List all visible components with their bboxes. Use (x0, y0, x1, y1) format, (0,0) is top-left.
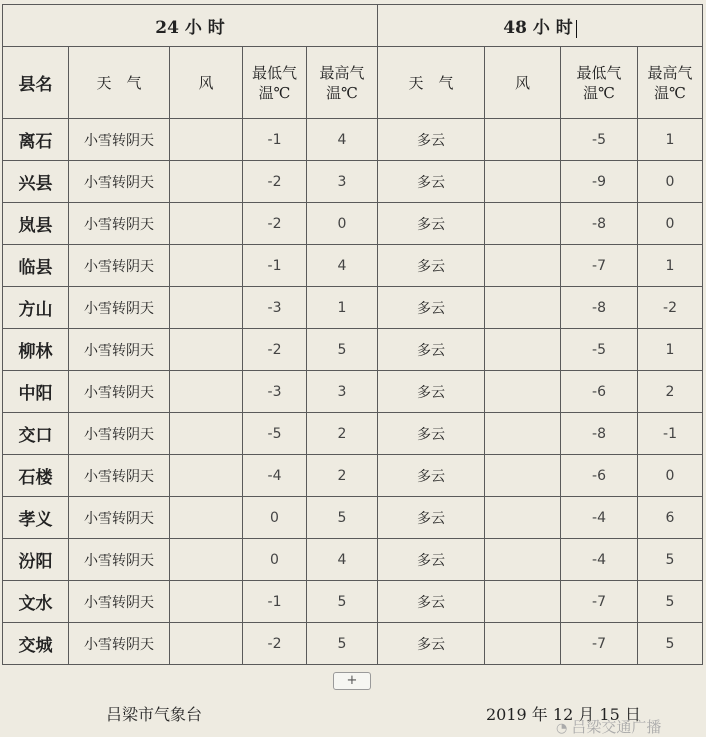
watermark-text: 吕梁交通广播 (571, 718, 662, 736)
county-cell[interactable]: 岚县 (3, 203, 69, 245)
min-temp-48h-cell[interactable]: -6 (561, 455, 638, 497)
max-temp-48h-cell[interactable]: 1 (638, 119, 703, 161)
county-cell[interactable]: 交城 (3, 623, 69, 665)
weather-48h-cell[interactable]: 多云 (378, 161, 485, 203)
wind-24h-cell[interactable] (170, 161, 243, 203)
min-temp-24h-cell[interactable]: -2 (243, 329, 307, 371)
table-row (3, 371, 703, 413)
county-cell[interactable]: 文水 (3, 581, 69, 623)
wind-48h-cell[interactable] (485, 413, 561, 455)
weather-48h-cell[interactable]: 多云 (378, 203, 485, 245)
min-temp-24h-cell[interactable]: -1 (243, 581, 307, 623)
min-temp-24h-cell[interactable]: -5 (243, 413, 307, 455)
county-cell[interactable]: 兴县 (3, 161, 69, 203)
county-cell[interactable]: 汾阳 (3, 539, 69, 581)
min-temp-48h-cell[interactable]: -7 (561, 581, 638, 623)
wind-24h-cell[interactable] (170, 581, 243, 623)
max-temp-24h-cell[interactable]: 5 (307, 329, 378, 371)
issuer-label: 吕梁市气象台 (106, 705, 203, 724)
table-row (3, 455, 703, 497)
max-temp-24h-cell[interactable]: 4 (307, 119, 378, 161)
weather-24h-cell[interactable]: 小雪转阴天 (69, 413, 170, 455)
wind-24h-cell[interactable] (170, 371, 243, 413)
table-row (3, 497, 703, 539)
table-row (3, 119, 703, 161)
weather-24h-cell[interactable]: 小雪转阴天 (69, 455, 170, 497)
weather-24h-cell[interactable]: 小雪转阴天 (69, 287, 170, 329)
min-temp-48h-cell[interactable]: -4 (561, 497, 638, 539)
weather-24h-cell[interactable]: 小雪转阴天 (69, 581, 170, 623)
min-temp-48h-cell[interactable]: -5 (561, 329, 638, 371)
county-cell[interactable]: 临县 (3, 245, 69, 287)
weather-48h-cell[interactable]: 多云 (378, 245, 485, 287)
period-48h-header[interactable]: 48 小 时 (378, 5, 703, 47)
table-row (3, 245, 703, 287)
county-cell[interactable]: 中阳 (3, 371, 69, 413)
min-temp-48h-cell[interactable]: -8 (561, 413, 638, 455)
weather-24h-cell[interactable]: 小雪转阴天 (69, 161, 170, 203)
min-temp-48h-cell[interactable]: -4 (561, 539, 638, 581)
wind-24h-cell[interactable] (170, 287, 243, 329)
expand-table-button[interactable]: + (333, 672, 371, 690)
min-temp-48h-cell[interactable]: -6 (561, 371, 638, 413)
wind-48h-cell[interactable] (485, 287, 561, 329)
table-row (3, 581, 703, 623)
wind-48h-column-header[interactable]: 风 (485, 47, 561, 119)
table-row (3, 623, 703, 665)
max-temp-24h-cell[interactable]: 2 (307, 455, 378, 497)
max-temp-48h-cell[interactable]: 0 (638, 203, 703, 245)
wind-48h-cell[interactable] (485, 245, 561, 287)
weather-48h-cell[interactable]: 多云 (378, 623, 485, 665)
table-row (3, 539, 703, 581)
weather-48h-cell[interactable]: 多云 (378, 413, 485, 455)
wind-48h-cell[interactable] (485, 161, 561, 203)
min-temp-24h-cell[interactable]: -2 (243, 161, 307, 203)
min-temp-24h-cell[interactable]: -4 (243, 455, 307, 497)
wind-24h-cell[interactable] (170, 329, 243, 371)
max-temp-48h-column-header[interactable]: 最高气温℃ (638, 47, 703, 119)
period-24h-header[interactable]: 24 小 时 (3, 5, 378, 47)
table-row (3, 329, 703, 371)
period-header-row (3, 5, 703, 47)
weather-48h-cell[interactable]: 多云 (378, 581, 485, 623)
max-temp-48h-cell[interactable]: 5 (638, 623, 703, 665)
county-cell[interactable]: 孝义 (3, 497, 69, 539)
max-temp-48h-cell[interactable]: 0 (638, 455, 703, 497)
wind-24h-cell[interactable] (170, 413, 243, 455)
max-temp-24h-cell[interactable]: 4 (307, 245, 378, 287)
wind-48h-cell[interactable] (485, 497, 561, 539)
weather-48h-column-header[interactable]: 天 气 (378, 47, 485, 119)
weather-48h-cell[interactable]: 多云 (378, 539, 485, 581)
forecast-table-container (2, 4, 703, 665)
weather-24h-cell[interactable]: 小雪转阴天 (69, 203, 170, 245)
county-cell[interactable]: 离石 (3, 119, 69, 161)
table-row (3, 413, 703, 455)
max-temp-48h-cell[interactable]: 1 (638, 245, 703, 287)
wind-48h-cell[interactable] (485, 623, 561, 665)
forecast-table (2, 4, 703, 665)
min-temp-24h-column-header[interactable]: 最低气温℃ (243, 47, 307, 119)
wind-48h-cell[interactable] (485, 371, 561, 413)
min-temp-48h-cell[interactable]: -7 (561, 623, 638, 665)
wind-24h-cell[interactable] (170, 203, 243, 245)
county-cell[interactable]: 方山 (3, 287, 69, 329)
max-temp-24h-cell[interactable]: 3 (307, 161, 378, 203)
min-temp-24h-cell[interactable]: -1 (243, 119, 307, 161)
weather-24h-cell[interactable]: 小雪转阴天 (69, 245, 170, 287)
wind-48h-cell[interactable] (485, 203, 561, 245)
max-temp-24h-cell[interactable]: 1 (307, 287, 378, 329)
wind-48h-cell[interactable] (485, 581, 561, 623)
max-temp-24h-cell[interactable]: 3 (307, 371, 378, 413)
min-temp-24h-cell[interactable]: -3 (243, 287, 307, 329)
wind-24h-cell[interactable] (170, 623, 243, 665)
max-temp-24h-cell[interactable]: 0 (307, 203, 378, 245)
max-temp-48h-cell[interactable]: 0 (638, 161, 703, 203)
weather-24h-cell[interactable]: 小雪转阴天 (69, 539, 170, 581)
weather-24h-cell[interactable]: 小雪转阴天 (69, 497, 170, 539)
wind-24h-cell[interactable] (170, 497, 243, 539)
wind-48h-cell[interactable] (485, 539, 561, 581)
wind-48h-cell[interactable] (485, 455, 561, 497)
min-temp-48h-cell[interactable]: -5 (561, 119, 638, 161)
table-row (3, 287, 703, 329)
max-temp-48h-cell[interactable]: 5 (638, 581, 703, 623)
table-row (3, 161, 703, 203)
weather-24h-cell[interactable]: 小雪转阴天 (69, 329, 170, 371)
min-temp-48h-cell[interactable]: -9 (561, 161, 638, 203)
max-temp-48h-cell[interactable]: 5 (638, 539, 703, 581)
text-caret (576, 20, 577, 38)
weather-24h-cell[interactable]: 小雪转阴天 (69, 371, 170, 413)
weather-48h-cell[interactable]: 多云 (378, 119, 485, 161)
weather-24h-column-header[interactable]: 天 气 (69, 47, 170, 119)
wind-48h-cell[interactable] (485, 119, 561, 161)
min-temp-24h-cell[interactable]: -3 (243, 371, 307, 413)
county-cell[interactable]: 交口 (3, 413, 69, 455)
wechat-icon: ◔ (556, 721, 568, 736)
weather-48h-cell[interactable]: 多云 (378, 497, 485, 539)
max-temp-24h-column-header[interactable]: 最高气温℃ (307, 47, 378, 119)
weather-24h-cell[interactable]: 小雪转阴天 (69, 623, 170, 665)
max-temp-48h-cell[interactable]: -2 (638, 287, 703, 329)
issue-date: 2019 年 12 月 15 日 (486, 705, 641, 724)
max-temp-24h-cell[interactable]: 2 (307, 413, 378, 455)
max-temp-48h-cell[interactable]: 2 (638, 371, 703, 413)
wind-24h-column-header[interactable]: 风 (170, 47, 243, 119)
county-column-header[interactable]: 县名 (3, 47, 69, 119)
county-cell[interactable]: 石楼 (3, 455, 69, 497)
weather-24h-cell[interactable]: 小雪转阴天 (69, 119, 170, 161)
weather-48h-cell[interactable]: 多云 (378, 455, 485, 497)
wind-24h-cell[interactable] (170, 119, 243, 161)
wind-24h-cell[interactable] (170, 539, 243, 581)
max-temp-48h-cell[interactable]: 6 (638, 497, 703, 539)
wind-24h-cell[interactable] (170, 245, 243, 287)
min-temp-24h-cell[interactable]: 0 (243, 539, 307, 581)
wind-48h-cell[interactable] (485, 329, 561, 371)
weather-48h-cell[interactable]: 多云 (378, 371, 485, 413)
min-temp-48h-cell[interactable]: -8 (561, 203, 638, 245)
max-temp-24h-cell[interactable]: 5 (307, 581, 378, 623)
min-temp-24h-cell[interactable]: 0 (243, 497, 307, 539)
min-temp-48h-cell[interactable]: -7 (561, 245, 638, 287)
max-temp-48h-cell[interactable]: -1 (638, 413, 703, 455)
column-header-row (3, 47, 703, 119)
table-row (3, 203, 703, 245)
min-temp-24h-cell[interactable]: -1 (243, 245, 307, 287)
min-temp-48h-cell[interactable]: -8 (561, 287, 638, 329)
min-temp-48h-column-header[interactable]: 最低气温℃ (561, 47, 638, 119)
min-temp-24h-cell[interactable]: -2 (243, 623, 307, 665)
county-cell[interactable]: 柳林 (3, 329, 69, 371)
max-temp-24h-cell[interactable]: 4 (307, 539, 378, 581)
max-temp-24h-cell[interactable]: 5 (307, 497, 378, 539)
max-temp-48h-cell[interactable]: 1 (638, 329, 703, 371)
weather-48h-cell[interactable]: 多云 (378, 287, 485, 329)
max-temp-24h-cell[interactable]: 5 (307, 623, 378, 665)
wind-24h-cell[interactable] (170, 455, 243, 497)
min-temp-24h-cell[interactable]: -2 (243, 203, 307, 245)
weather-48h-cell[interactable]: 多云 (378, 329, 485, 371)
